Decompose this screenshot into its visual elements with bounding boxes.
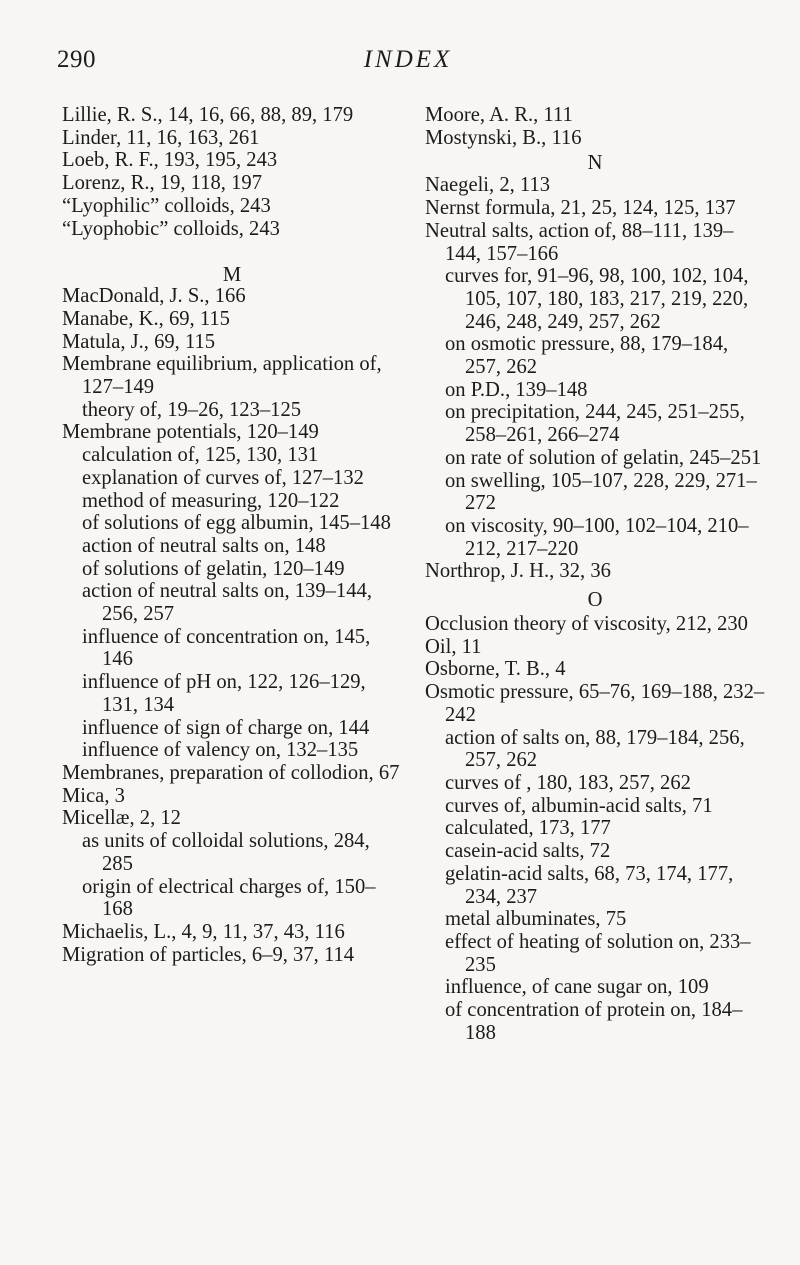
index-subentry: calculated, 173, 177 bbox=[445, 817, 611, 840]
index-subentry: explanation of curves of, 127–132 bbox=[82, 466, 364, 489]
page-number: 290 bbox=[57, 46, 96, 73]
index-entry: Matula, J., 69, 115 bbox=[62, 330, 216, 353]
index-subentry: on precipitation, 244, 245, 251–255, 258–261, 266–274 bbox=[445, 401, 745, 447]
index-entry: Membranes, preparation of collodion, 67 bbox=[62, 761, 400, 784]
index-entry: Loeb, R. F., 193, 195, 243 bbox=[62, 149, 278, 172]
index-entry: Nernst formula, 21, 25, 124, 125, 137 bbox=[425, 197, 736, 220]
index-subentry: curves for, 91–96, 98, 100, 102, 104, 105, 107, 180, 183, 217, 219, 220, 246, 248, 249, 257, 262 bbox=[445, 265, 749, 333]
index-subentry: method of measuring, 120–122 bbox=[82, 489, 340, 512]
index-entry: Membrane equilibrium, application of, 127–149 bbox=[62, 353, 382, 399]
index-entry: MacDonald, J. S., 166 bbox=[62, 285, 246, 308]
index-entry: Mica, 3 bbox=[62, 784, 125, 807]
section-letter-n: N bbox=[587, 152, 603, 175]
index-subentry: theory of, 19–26, 123–125 bbox=[82, 398, 302, 421]
index-column-left bbox=[62, 104, 402, 966]
index-subentry: metal albuminates, 75 bbox=[445, 908, 627, 931]
index-entry: Micellæ, 2, 12 bbox=[62, 807, 181, 830]
index-entry: “Lyophilic” colloids, 243 bbox=[62, 194, 271, 217]
index-subentry: effect of heating of solution on, 233–235 bbox=[445, 930, 751, 976]
index-subentry: influence of sign of charge on, 144 bbox=[82, 716, 370, 739]
index-subentry: on rate of solution of gelatin, 245–251 bbox=[445, 446, 762, 469]
index-subentry: influence of concentration on, 145, 146 bbox=[82, 625, 371, 671]
index-subentry: as units of colloidal solutions, 284, 285 bbox=[82, 830, 370, 875]
index-entry: Lillie, R. S., 14, 16, 66, 88, 89, 179 bbox=[62, 104, 354, 126]
index-subentry: casein-acid salts, 72 bbox=[445, 840, 611, 863]
section-letter-o: O bbox=[587, 589, 603, 612]
index-entry: Membrane potentials, 120–149 bbox=[62, 421, 319, 444]
index-subentry: curves of, albumin-acid salts, 71 bbox=[445, 794, 713, 817]
index-subentry: curves of , 180, 183, 257, 262 bbox=[445, 771, 691, 794]
running-title: INDEX bbox=[363, 46, 453, 73]
index-subentry: influence of pH on, 122, 126–129, 131, 134 bbox=[82, 671, 366, 716]
index-subentry: on viscosity, 90–100, 102–104, 210–212, 217–220 bbox=[445, 514, 749, 560]
index-entry: Linder, 11, 16, 163, 261 bbox=[62, 126, 260, 149]
index-subentry: origin of electrical charges of, 150–168 bbox=[82, 875, 376, 921]
index-entry: Northrop, J. H., 32, 36 bbox=[425, 560, 611, 583]
index-entry: Moore, A. R., 111 bbox=[425, 104, 573, 126]
index-entry: Oil, 11 bbox=[425, 635, 482, 658]
index-subentry: on osmotic pressure, 88, 179–184, 257, 262 bbox=[445, 333, 729, 379]
index-entry: Mostynski, B., 116 bbox=[425, 126, 582, 149]
index-subentry: action of neutral salts on, 148 bbox=[82, 534, 326, 557]
index-subentry: action of neutral salts on, 139–144, 256, 257 bbox=[82, 580, 372, 626]
index-subentry: influence of valency on, 132–135 bbox=[82, 739, 359, 762]
index-subentry: on swelling, 105–107, 228, 229, 271–272 bbox=[445, 469, 757, 515]
index-entry: Manabe, K., 69, 115 bbox=[62, 307, 230, 330]
index-entry: Naegeli, 2, 113 bbox=[425, 174, 551, 197]
index-subentry: calculation of, 125, 130, 131 bbox=[82, 444, 319, 467]
index-entry: Neutral salts, action of, 88–111, 139–144, 157–166 bbox=[425, 219, 734, 265]
index-column-right bbox=[425, 104, 765, 1044]
section-spacer bbox=[62, 240, 402, 254]
index-entry: “Lyophobic” colloids, 243 bbox=[62, 217, 280, 240]
index-subentry: of concentration of protein on, 184–188 bbox=[445, 999, 743, 1044]
section-letter-m: M bbox=[222, 264, 242, 287]
index-entry: Osmotic pressure, 65–76, 169–188, 232–242 bbox=[425, 681, 765, 726]
index-subentry: influence, of cane sugar on, 109 bbox=[445, 976, 709, 999]
index-entry: Occlusion theory of viscosity, 212, 230 bbox=[425, 613, 748, 636]
index-subentry: action of salts on, 88, 179–184, 256, 257, 262 bbox=[445, 726, 745, 772]
index-entry: Michaelis, L., 4, 9, 11, 37, 43, 116 bbox=[62, 920, 345, 943]
page-header bbox=[55, 46, 761, 86]
index-subentry: gelatin-acid salts, 68, 73, 174, 177, 234, 237 bbox=[445, 862, 734, 908]
index-subentry: on P.D., 139–148 bbox=[445, 378, 588, 401]
index-subentry: of solutions of gelatin, 120–149 bbox=[82, 557, 345, 580]
index-subentry: of solutions of egg albumin, 145–148 bbox=[82, 512, 391, 535]
index-entry: Osborne, T. B., 4 bbox=[425, 658, 566, 681]
index-entry: Migration of particles, 6–9, 37, 114 bbox=[62, 943, 355, 966]
index-entry: Lorenz, R., 19, 118, 197 bbox=[62, 172, 262, 195]
